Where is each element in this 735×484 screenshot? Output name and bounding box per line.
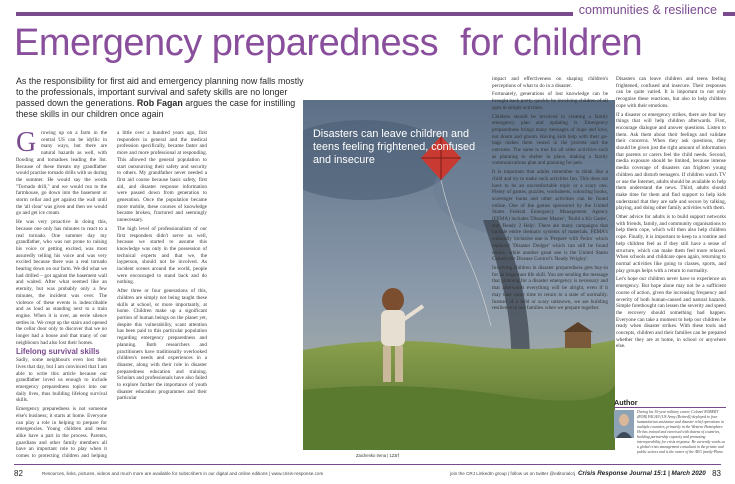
paragraph: a little over a hundred years ago, first responders in general and the medical profession specifically, became faster and more and more professional at responding. This allowed the general population to start outsourcing their safety and security to others. My grandfather never needed a first aid course because basic safety, first aid, and disaster response information were passed down from generation to generation. Once the population became more mobile, these courses of knowledge became broken, fractured and seemingly unnecessary. xyxy=(117,130,207,224)
paragraph: rowing up on a farm in the central US can be idyllic in many ways, but there are natural hazards as well, with flooding and tornadoes leading the list. Because of these threats my grandfather would practise tornado drills with us during the summer. He would say the words "Tornado drill," and we would run to the farmhouse, go down into the basement or storm cellar and get against the wall until the 'all clear' was given and then we would go and get ice cream. xyxy=(16,130,107,217)
article-column-4 xyxy=(616,76,726,394)
footer-rule xyxy=(14,464,721,465)
paragraph: He was very proactive in doing this, because one only has minutes to react to a real tornado. One summer day my grandfather, who was not prone to raising his voice or getting excited, was most assuredly telling his voice and was very excited because there was a real tornado bearing down on our farm. We did what we had drilled – got against the basement wall and waited. After what seemed like an eternity, but was probably only a few minutes, the incident was over. The violence of these events is indescribable and as loud as standing next to a train engine. When it is over, an eerie silence settles in. We crept up the stairs and opened the cellar door only to discover that we no longer had a house and that many of our neighbours had also lost their homes. xyxy=(16,219,107,346)
author-box xyxy=(614,398,726,454)
paragraph: Involving children in disaster preparedness gets buy-in for an important life skill. You are sending the message that planning for a disaster emergency is necessary and that afterwards everything will be alright, even if it may take some time to return to a state of normality. Instead of a wild or scary unknown, we are building resilience in our families when we prepare together. xyxy=(492,264,608,312)
paragraph: If a disaster or emergency strikes, there are four key things that will help children afterwards. First, encourage dialogue and answer questions. Listen to them. Ask them about their feelings and validate their concerns. When they ask questions, they should be given just the right amount of information that parents or carers feel the child needs. Second, media exposure should be limited, because intense media coverage of disasters can frighten young children and disturb teenagers. If children watch TV or use the Internet, adults should be available to help them understand the news. Third, adults should make time for them and find support to help kids understand that they are safe and secure by talking, playing, and doing other family activities with them. xyxy=(616,111,726,212)
paragraph: It is important that adults remember to think like a child and try to make such activities fun. This does not have to be an uncomfortable topic or a scary one. Plenty of games, puzzles, worksheets, colouring books, scavenger hunts and other activities can be found online. One of the games sponsored by the United States Federal Emergency Management Agency (FEMA) includes 'Disaster Master', 'Build a Kit Game', and 'Ready 2 Help'. There are many campaigns that include entire thematic systems of materials. FEMA's culturally inclusive one is 'Prepare with Pedro' which replaced 'Disaster Dodger' which can still be found online, while another great one is the United States Centers for Disease Control's 'Ready Wrigley'. xyxy=(492,169,608,263)
paragraph: Other advice for adults is to build support networks with friends, family, and community organisations to help them cope, which will then also help children cope. Finally, it is important to keep to a routine and help children feel as if they still have a sense of structure, which can make them feel more relaxed. When schools and childcare open again, returning to normal activities like going to classes, sports, and play groups helps with a return to normality. xyxy=(616,214,726,274)
article-title-part2: for children xyxy=(460,22,643,64)
journal-issue: Crisis Response Journal 15:1 | March 2020 xyxy=(578,470,706,477)
article-title-part1: Emergency preparedness xyxy=(14,22,439,64)
article-column-3 xyxy=(492,76,608,460)
author-portrait-icon xyxy=(614,410,634,438)
paragraph: Emergency preparedness is not someone else's business; it starts at home. Everyone can play a role in helping to prepare for emergencies. Young children and teens alike have a part in the process. Parents, guardians and other family members all have an important role to play when it comes to protecting children and helping xyxy=(16,406,107,460)
page-footer xyxy=(0,464,735,484)
paragraph: Disasters can leave children and teens feeling frightened, confused and insecure. Their responses can be quite varied. It is important to not only recognise these reactions, but also to help children cope with their emotions. xyxy=(616,76,726,109)
page-number-left: 82 xyxy=(14,469,23,478)
author-photo xyxy=(614,410,634,438)
paragraph: impact and effectiveness on shaping children's perceptions of what to do in a disaster. xyxy=(492,76,608,89)
page-number-right: 83 xyxy=(712,469,721,478)
photo-credit: Zaichenko Irena | 123rf xyxy=(356,453,399,458)
footer-note-right: join the CRJ LinkedIn group | follow us on twitter @editorialcrj xyxy=(450,471,576,476)
footer-note-left: Resources, links, pictures, videos and much more are available for subscribers in our digital and online editions | www.crisis-response.com xyxy=(42,471,324,476)
article-column-1 xyxy=(16,130,107,460)
subheading: Lifelong survival skills xyxy=(16,346,100,356)
section-header xyxy=(0,0,735,22)
paragraph: After three or four generations of this, children are simply not being taught these skills at school, or more importantly, at home. Children make up a significant portion of human beings on the planet yet, despite this vulnerability, scant attention has been paid to this particular population regarding emergency preparedness and planning. Both researchers and practitioners have traditionally overlooked children's needs and experiences in a disaster, along with their role in disaster preparedness education and training. Scholars and professionals have also failed to explore further the importance of youth disaster education programmes and their particular xyxy=(117,288,207,402)
author-rule xyxy=(614,407,726,408)
standfirst-author: Rob Fagan xyxy=(136,98,183,108)
paragraph: Let's hope our children never have to experience an emergency. But hope alone may not be a sufficient course of action, given the increasing frequency and severity of both human-caused and natural hazards. Simple forethought can lessen the severity and speed the recovery should something bad happen. Everyone can take a moment to help our children be ready when disaster strikes. With these tools and concepts, children and their families can be prepared whether they are at home, in school or anywhere else. xyxy=(616,276,726,350)
author-bio: During his 30-year military career, Colonel ROBERT (ROB) FAGAN (US Army (Retired)) deployed to four humanitarian assistance and disaster relief operations in multiple countries, primarily in the Western Hemisphere. He has trained and exercised with dozens of countries, building partnership capacity and promoting interoperability for crisis response. He currently works as a global crisis management consultant in the private and public sectors and is the owner of the AEG family-Plans. xyxy=(637,410,725,454)
article-column-2 xyxy=(117,130,207,460)
pull-quote: Disasters can leave children and teens feeling frightened, confused and insecure xyxy=(313,128,476,166)
paragraph: Sadly, some neighbours even lost their lives that day, but I am convinced that I am able to write this article because our grandfather loved us enough to include emergency preparedness topics into our daily lives, thus building lifelong survival skills. xyxy=(16,357,107,404)
paragraph: The high level of professionalism of our first responders didn't serve us well, because we started to assume this knowledge was only in the possession of technical experts and that we, the layperson, should not be involved. As incident scenes around the world, people were encouraged to stand back and do nothing. xyxy=(117,225,207,286)
drop-cap: G xyxy=(16,130,37,158)
standfirst-text2: argues the case for instilling these skills in our children once again xyxy=(16,98,296,119)
article-title xyxy=(14,22,642,65)
standfirst xyxy=(16,76,306,120)
standfirst-text: As the responsibility for first aid and emergency planning now falls mostly to the professionals, important survival and safety skills are no longer passed down the generations. xyxy=(16,76,304,108)
section-label: communities & resilience xyxy=(573,0,723,22)
paragraph: Fortunately, generations of lost knowledge can be brought back pretty quickly by involving children of all ages in simple activities. xyxy=(492,91,608,111)
paragraph: Children should be involved in creating a family emergency plan and updating it. Emergency preparedness brings many messages of hope and love, not doom and gloom. Having kids help with their go-bags makes them vested in the process and the outcome. The same is true for all other activities such as planning to shelter in place, making a family communications plan and planning for pets. xyxy=(492,113,608,167)
author-label: Author xyxy=(614,398,638,407)
